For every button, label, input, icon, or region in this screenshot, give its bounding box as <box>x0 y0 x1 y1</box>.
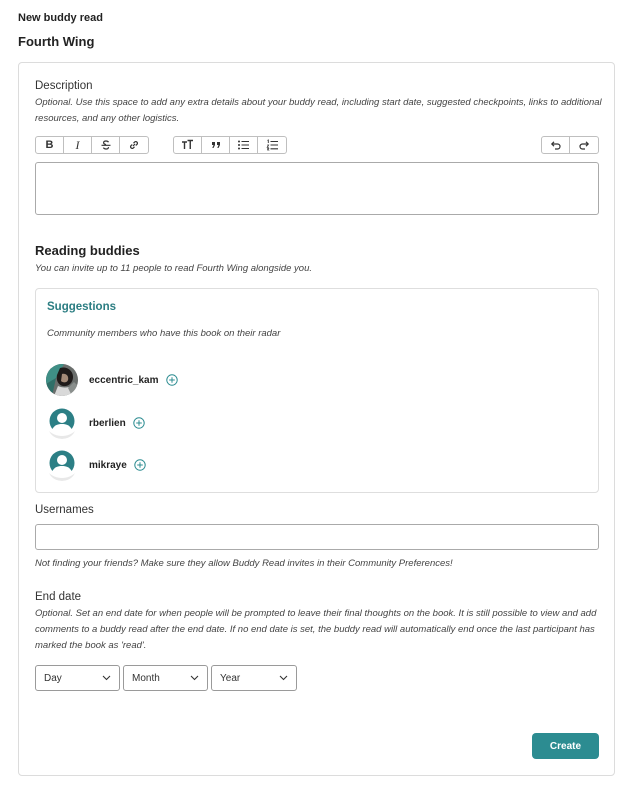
default-avatar[interactable] <box>46 407 78 439</box>
bold-icon: B <box>45 139 54 151</box>
suggested-user <box>46 407 145 439</box>
strikethrough-icon <box>100 139 112 151</box>
day-select[interactable] <box>35 665 120 691</box>
italic-icon: I <box>75 137 80 152</box>
description-help: Optional. Use this space to add any extra details about your buddy read, including start date, suggested checkpoints, links to additional resources, and any other logistics. <box>35 97 602 124</box>
description-label: Description <box>35 80 93 92</box>
usernames-input[interactable] <box>35 524 599 550</box>
suggested-username: mikraye <box>89 459 127 471</box>
page-label: New buddy read <box>18 12 103 24</box>
strikethrough-button[interactable] <box>92 137 120 153</box>
text-size-button[interactable] <box>174 137 202 153</box>
day-select-value: Day <box>44 672 62 684</box>
bold-button[interactable] <box>36 137 64 153</box>
numbered-list-button[interactable] <box>258 137 286 153</box>
buddy-read-form <box>18 62 615 776</box>
suggested-user <box>46 364 178 396</box>
year-select[interactable] <box>211 665 297 691</box>
link-button[interactable] <box>120 137 148 153</box>
add-user-icon[interactable] <box>133 417 145 429</box>
format-toolbar-group-history <box>541 136 599 154</box>
reading-buddies-help: You can invite up to 11 people to read Fourth Wing alongside you. <box>35 263 313 274</box>
book-title: Fourth Wing <box>18 34 95 49</box>
bulleted-list-icon <box>237 139 250 151</box>
suggestions-help: Community members who have this book on their radar <box>47 328 281 339</box>
add-user-icon[interactable] <box>134 459 146 471</box>
redo-button[interactable] <box>570 137 598 153</box>
text-size-icon <box>181 139 194 151</box>
end-date-help: Optional. Set an end date for when people will be prompted to leave their final thoughts on the book. It is still possible to view and add comments to a buddy read after the end date. If no end date is set, the buddy read will automatically end once the last participant has marked the book as 'read'. <box>35 608 597 651</box>
quote-icon <box>210 139 222 151</box>
chevron-down-icon <box>279 675 288 681</box>
add-user-icon[interactable] <box>166 374 178 386</box>
year-select-value: Year <box>220 672 241 684</box>
suggested-user <box>46 449 146 481</box>
month-select[interactable] <box>123 665 208 691</box>
end-date-label: End date <box>35 591 82 603</box>
chevron-down-icon <box>190 675 199 681</box>
undo-button[interactable] <box>542 137 570 153</box>
bulleted-list-button[interactable] <box>230 137 258 153</box>
link-icon <box>128 139 140 151</box>
numbered-list-icon <box>266 139 279 151</box>
quote-button[interactable] <box>202 137 230 153</box>
photo-avatar[interactable] <box>46 364 78 396</box>
italic-button[interactable] <box>64 137 92 153</box>
reading-buddies-title: Reading buddies <box>35 243 140 258</box>
month-select-value: Month <box>132 672 160 684</box>
suggestions-panel <box>35 288 599 493</box>
default-avatar[interactable] <box>46 449 78 481</box>
format-toolbar-group-text <box>35 136 149 154</box>
chevron-down-icon <box>102 675 111 681</box>
suggested-username: rberlien <box>89 417 126 429</box>
usernames-label: Usernames <box>35 504 94 516</box>
usernames-help: Not finding your friends? Make sure they allow Buddy Read invites in their Community Preferences! <box>35 558 453 569</box>
suggested-username: eccentric_kam <box>89 374 159 386</box>
create-button[interactable]: Create <box>532 733 599 759</box>
description-editor[interactable] <box>35 162 599 215</box>
format-toolbar-group-blocks <box>173 136 287 154</box>
redo-icon <box>578 139 591 151</box>
undo-icon <box>549 139 562 151</box>
suggestions-title: Suggestions <box>47 301 117 313</box>
